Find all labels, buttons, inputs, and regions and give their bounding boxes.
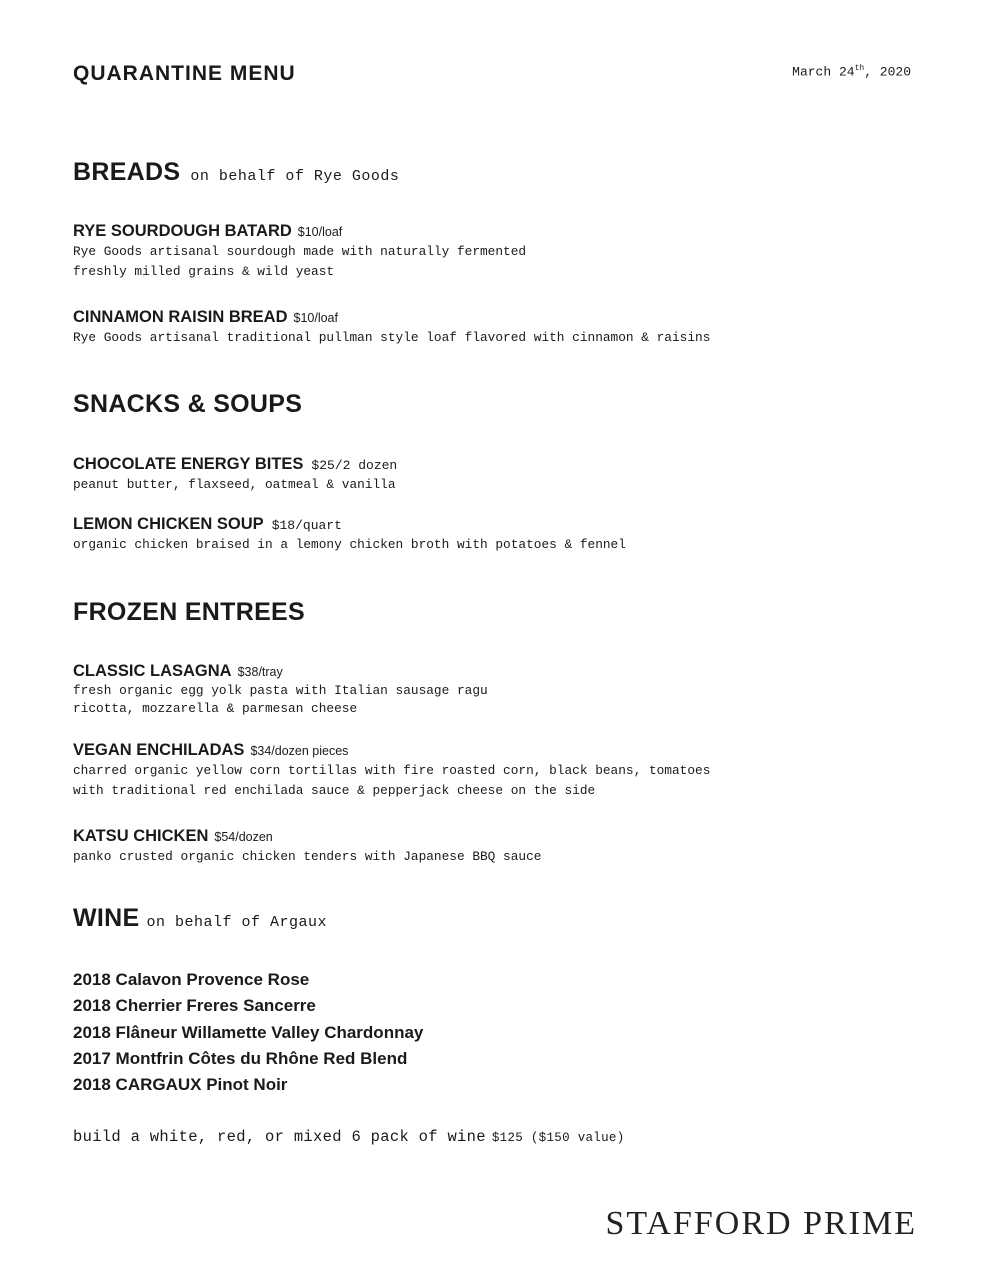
item-price: $38/tray (237, 665, 283, 679)
menu-date (792, 64, 911, 79)
item-description: Rye Goods artisanal sourdough made with naturally fermented (73, 244, 527, 259)
menu-item (73, 741, 710, 801)
wine-item: 2018 Calavon Provence Rose (73, 970, 310, 989)
item-name: CHOCOLATE ENERGY BITES (73, 455, 304, 473)
item-name: RYE SOURDOUGH BATARD (73, 222, 292, 240)
wine-item: 2018 Cherrier Freres Sancerre (73, 996, 316, 1016)
wine-item: 2018 Flâneur Willamette Valley Chardonnay (73, 1022, 424, 1042)
wine-item: 2017 Montfrin Côtes du Rhône Red Blend (73, 1048, 408, 1068)
item-price: $34/dozen pieces (250, 744, 349, 758)
item-description: Rye Goods artisanal traditional pullman style loaf flavored with cinnamon & raisins (73, 330, 711, 345)
item-name: KATSU CHICKEN (73, 827, 209, 845)
wine-promo (73, 1128, 625, 1146)
wine-behalf: on behalf of Argaux (146, 914, 328, 931)
breads-behalf: on behalf of Rye Goods (190, 168, 400, 185)
frozen-heading: FROZEN ENTREES (73, 598, 305, 626)
item-description: freshly milled grains & wild yeast (73, 264, 335, 279)
wine-heading: WINE (73, 904, 140, 932)
date-main: March 24 (792, 64, 855, 80)
item-description: peanut butter, flaxseed, oatmeal & vanilla (73, 477, 396, 492)
menu-item (73, 662, 488, 718)
promo-text: build a white, red, or mixed 6 pack of wine (73, 1128, 486, 1146)
item-name: VEGAN ENCHILADAS (73, 741, 245, 759)
wine-list (73, 967, 423, 1098)
item-description: with traditional red enchilada sauce & pepperjack cheese on the side (73, 783, 596, 798)
item-description: organic chicken braised in a lemony chicken broth with potatoes & fennel (73, 537, 626, 552)
item-description: ricotta, mozzarella & parmesan cheese (73, 701, 358, 716)
date-suffix: th (854, 64, 865, 73)
breads-section-header (73, 158, 399, 187)
item-description: panko crusted organic chicken tenders with Japanese BBQ sauce (73, 849, 542, 864)
item-name: LEMON CHICKEN SOUP (73, 515, 264, 533)
item-price: $18/quart (271, 518, 342, 533)
menu-item (73, 455, 397, 495)
item-price: $54/dozen (214, 830, 273, 844)
menu-item (73, 827, 541, 867)
item-description: charred organic yellow corn tortillas with fire roasted corn, black beans, tomatoes (73, 763, 711, 778)
promo-price: $125 ($150 value) (491, 1131, 625, 1145)
frozen-section-header (73, 598, 305, 627)
breads-heading: BREADS (73, 158, 181, 186)
item-price: $25/2 dozen (311, 458, 398, 473)
brand-logo: STAFFORD PRIME (605, 1205, 917, 1242)
snacks-heading: SNACKS & SOUPS (73, 390, 303, 418)
menu-item (73, 308, 710, 348)
item-name: CINNAMON RAISIN BREAD (73, 308, 288, 326)
item-price: $10/loaf (297, 225, 343, 239)
snacks-section-header (73, 390, 302, 419)
item-description: fresh organic egg yolk pasta with Italian sausage ragu (73, 683, 488, 698)
wine-section-header (73, 904, 327, 933)
item-name: CLASSIC LASAGNA (73, 662, 232, 680)
item-price: $10/loaf (293, 311, 338, 325)
date-year: , 2020 (864, 64, 911, 80)
menu-title: QUARANTINE MENU (73, 62, 296, 85)
wine-item: 2018 CARGAUX Pinot Noir (73, 1075, 288, 1095)
menu-item (73, 515, 626, 555)
menu-item (73, 222, 526, 282)
